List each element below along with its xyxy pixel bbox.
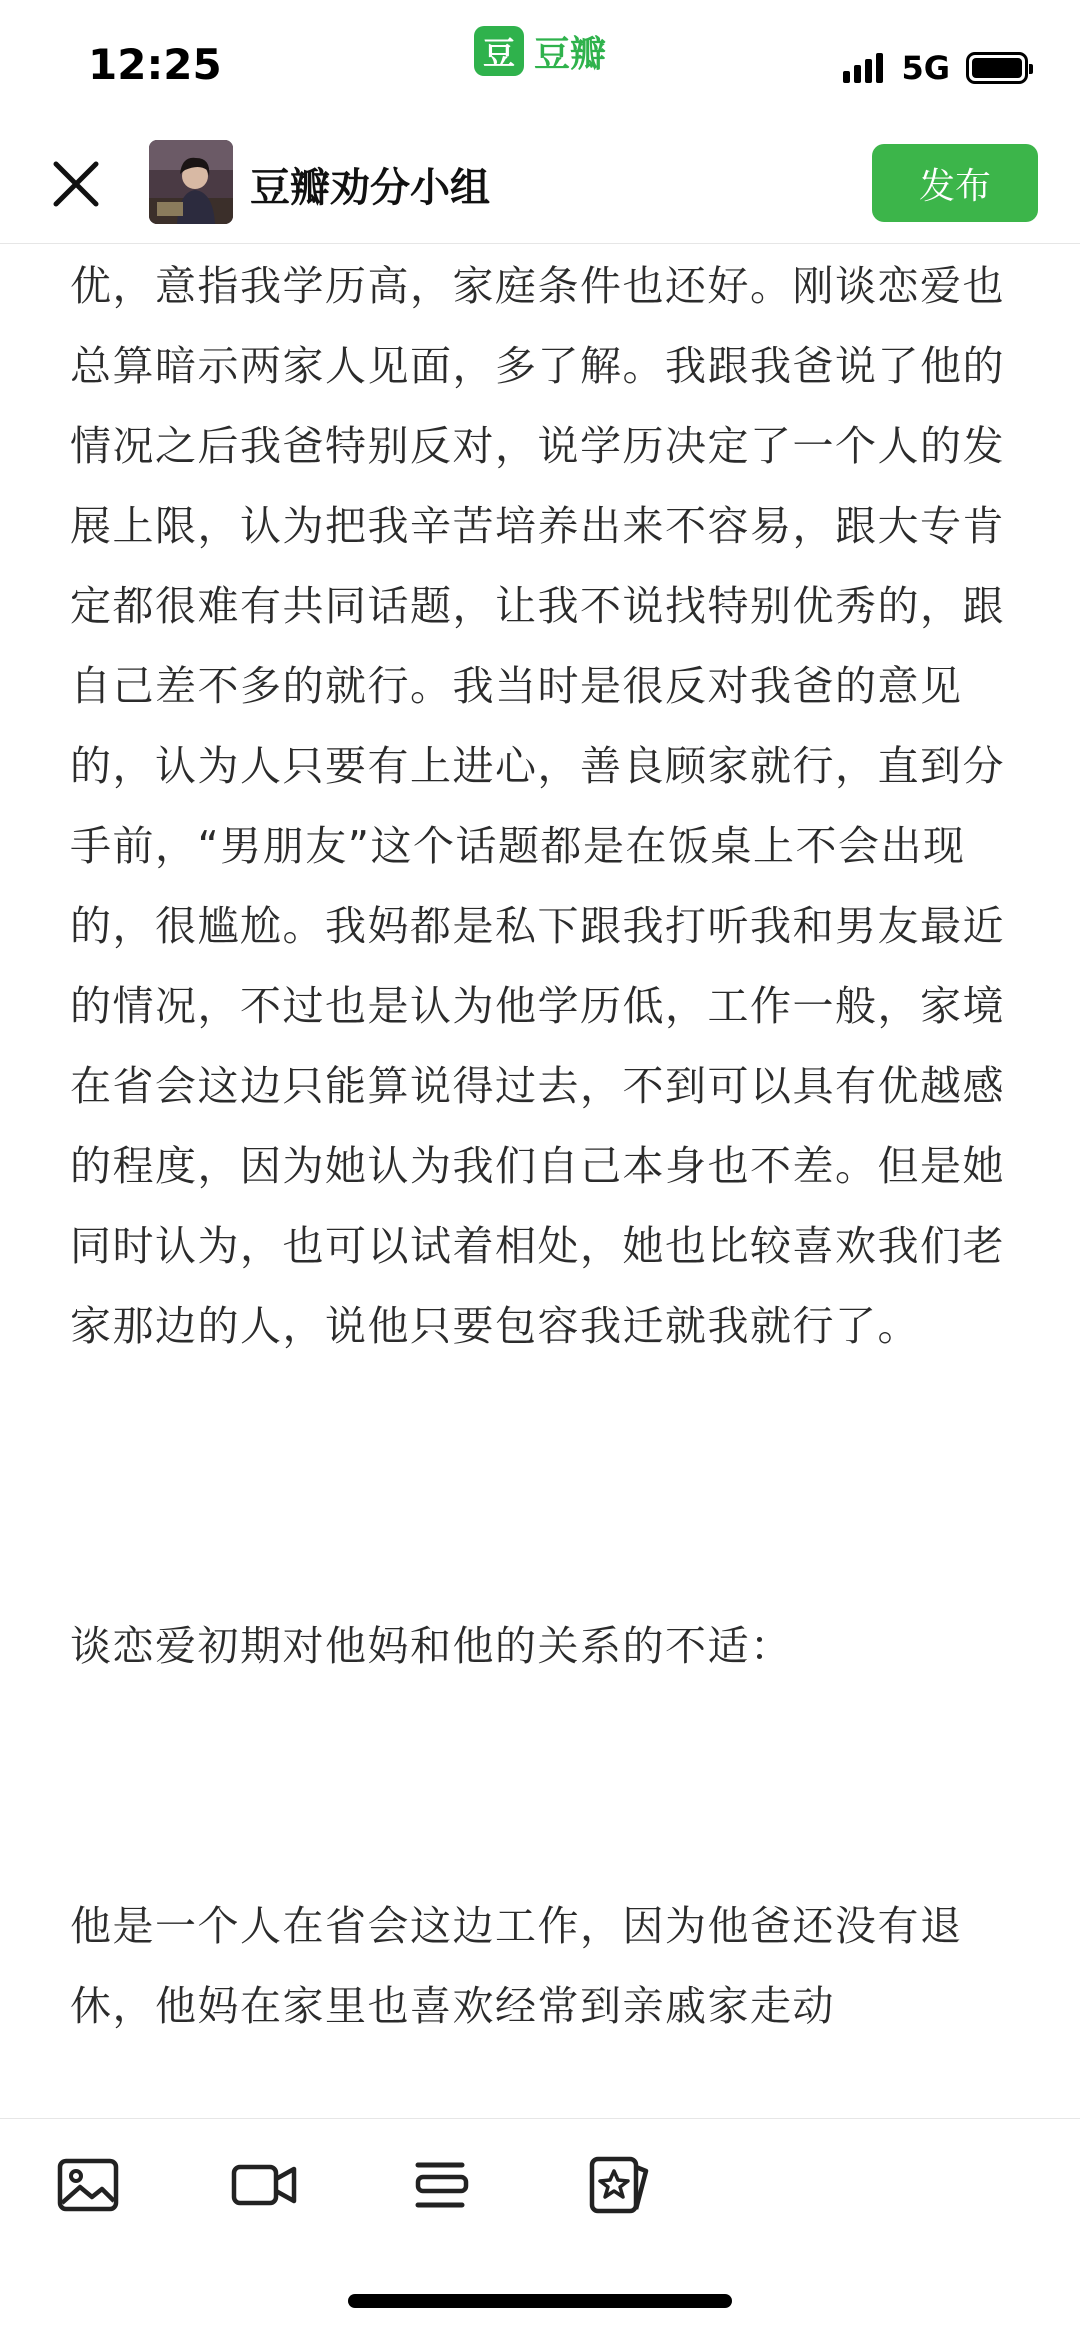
text-format-icon — [406, 2149, 478, 2221]
editor-toolbar — [0, 2118, 1080, 2258]
nav-bar — [0, 130, 1080, 244]
sticker-icon — [584, 2149, 656, 2221]
signal-icon — [843, 53, 887, 83]
image-icon — [52, 2149, 124, 2221]
paragraph: 优，意指我学历高，家庭条件也还好。刚谈恋爱也总算暗示两家人见面，多了解。我跟我爸说了他的情况之后我爸特别反对，说学历决定了一个人的发展上限，认为把我辛苦培养出来不容易，跟大专肯定都很难有共同话题，让我不说找特别优秀的，跟自己差不多的就行。我当时是很反对我爸的意见的，认为人只要有上进心，善良顾家就行，直到分手前，“男朋友”这个话题都是在饭桌上不会出现的，很尴尬。我妈都是私下跟我打听我和男友最近的情况，不过也是认为他学历低，工作一般，家境在省会这边只能算说得过去，不到可以具有优越感的程度，因为她认为我们自己本身也不差。但是她同时认为，也可以试着相处，她也比较喜欢我们老家那边的人，说他只要包容我迁就我就行了。 — [70, 262, 1005, 1350]
network-label: 5G — [901, 49, 950, 87]
paragraph: 他是一个人在省会这边工作，因为他爸还没有退休，他妈在家里也喜欢经常到亲戚家走动 — [70, 1902, 963, 2030]
status-bar — [0, 0, 1080, 130]
insert-video-button[interactable] — [228, 2149, 300, 2221]
avatar-image — [149, 140, 233, 224]
group-name: 豆瓣劝分小组 — [250, 165, 490, 211]
post-body[interactable] — [70, 246, 1020, 2118]
battery-icon — [966, 52, 1028, 84]
group-avatar[interactable] — [149, 140, 233, 224]
publish-button[interactable]: 发布 — [872, 144, 1038, 222]
close-button[interactable] — [46, 154, 106, 214]
paragraph: 谈恋爱初期对他妈和他的关系的不适： — [70, 1622, 793, 1670]
text-format-button[interactable] — [406, 2149, 478, 2221]
status-indicators — [843, 48, 1028, 88]
video-icon — [228, 2149, 300, 2221]
home-indicator — [348, 2294, 732, 2308]
close-icon — [46, 154, 106, 214]
app-name: 豆瓣 — [534, 33, 607, 75]
status-app-label — [474, 26, 606, 76]
sticker-button[interactable] — [584, 2149, 656, 2221]
douban-logo-icon: 豆 — [474, 26, 524, 76]
status-time: 12:25 — [88, 40, 222, 89]
insert-image-button[interactable] — [52, 2149, 124, 2221]
